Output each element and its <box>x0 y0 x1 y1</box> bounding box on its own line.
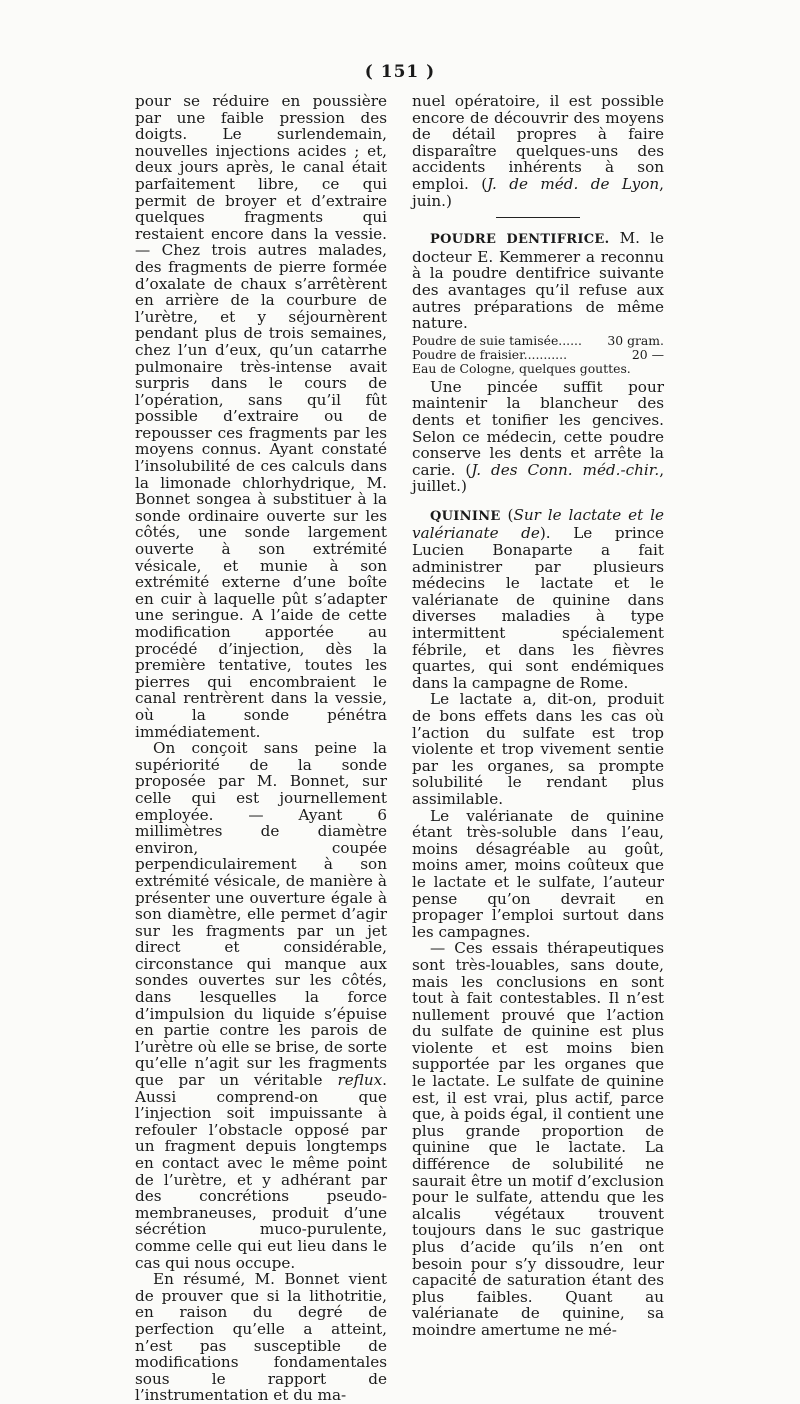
dentifrice-intro <box>412 230 664 332</box>
dentifrice-intro-text: M. le docteur E. Kemmerer a reconnu à la poudre dentifrice suivante des avantages qu’il refuse aux autres préparations de même nature. <box>412 229 664 333</box>
citation-conn-med: J. des Conn. méd.-chir. <box>471 460 660 479</box>
citation-lyon: J. de méd. de Lyon <box>487 174 660 193</box>
quinine-subtitle: Sur le lactate et le valérianate de <box>412 505 664 543</box>
left-paragraph-2-text-a: On conçoit sans peine la supériorité de la sonde proposée par M. Bonnet, sur celle qui est journellement employée. — Ayant 6 millimètres de diamètre environ, coupée perpendiculairement à son extrémité vésicale, de manière à présenter une ouverture égale à son diamètre, elle permet d’agir sur les fragments par un jet direct et considérable, circonstance qui manque aux sondes ouvertes sur les côtés, dans lesquelles la force d’impulsion du liquide s’épuise en partie contre les parois de l’urètre où elle se brise, de sorte qu’elle n’agit sur les fragments que par un véritable <box>135 739 387 1090</box>
quinine-paragraph-2: Le lactate a, dit-on, produit de bons effets dans les cas où l’action du sulfate est trop violente et trop vivement sentie par les organes, sa prompte solubilité le rendant plus assimilable. <box>412 690 664 808</box>
quinine-paragraph-1 <box>412 507 664 692</box>
continuation-date: , juin.) <box>412 174 664 210</box>
page-number: ( 151 ) <box>364 62 436 82</box>
quinine-paragraph-1-text: ). Le prince Lucien Bonaparte a fait administrer par plusieurs médecins le lactate et le valérianate de quinine dans diverses maladies à type intermittent spécialement fébrile, et dans les fièvres quartes, qui sont endémiques dans la campagne de Rome. <box>412 524 664 692</box>
recipe-item <box>412 348 664 362</box>
reflux-term: reflux <box>337 1071 383 1090</box>
recipe-list <box>412 334 664 376</box>
recipe-amount: 30 gram. <box>607 332 664 348</box>
left-paragraph-2 <box>135 740 387 1271</box>
recipe-ingredient: Poudre de suie tamisée...... <box>412 332 582 348</box>
recipe-amount: 20 — <box>631 346 664 362</box>
quinine-paragraph-3: Le valérianate de quinine étant très-soluble dans l’eau, moins désagréable au goût, moins amer, moins coûteux que le lactate et le sulfate, l’auteur pense qu’on devrait en propager l’emploi surtout dans les campagnes. <box>412 806 664 941</box>
left-column <box>135 93 387 1404</box>
quinine-heading: QUININE <box>430 508 501 524</box>
dentifrice-body <box>412 379 664 495</box>
recipe-item <box>412 334 664 348</box>
recipe-ingredient: Poudre de fraisier........... <box>412 346 568 362</box>
continuation-paragraph <box>412 93 664 209</box>
left-paragraph-3: En résumé, M. Bonnet vient de prouver que si la lithotritie, en raison du degré de perfection qu’elle a atteint, n’est pas susceptible de modifications fondamentales sous le rapport de l’instrumentation et du ma- <box>135 1270 387 1404</box>
left-paragraph-2-text-b: . Aussi comprend-on que l’injection soit impuissante à refouler l’obstacle opposé par un fragment depuis longtemps en contact avec le même point de l’urètre, et y adhérant par des concrétions pseudo-membraneuses, produit d’une sécrétion muco-purulente, comme celle qui eut lieu dans le cas qui nous occupe. <box>135 1071 387 1272</box>
recipe-item <box>412 362 664 376</box>
quinine-paragraph-4: — Ces essais thérapeutiques sont très-louables, sans doute, mais les conclusions en sont tout à fait contestables. Il n’est nullement prouvé que l’action du sulfate de quinine est plus violente et est moins bien supportée par les organes que le lactate. Le sulfate de quinine est, il est vrai, plus actif, parce que, à poids égal, il contient une plus grande proportion de quinine que le lactate. La différence de solubilité ne saurait être un motif d’exclusion pour le sulfate, attendu que les alcalis végétaux trouvent toujours dans le suc gastrique plus d’acide qu’ils n’en ont besoin pour s’y dissoudre, leur capacité de saturation étant des plus faibles. Quant au valérianate de quinine, sa moindre amertume ne mé- <box>412 939 664 1339</box>
dentifrice-body-text: Une pincée suffit pour maintenir la blancheur des dents et tonifier les gencives. Selon ce médecin, cette poudre conserve les dents et arrête la carie. ( <box>412 377 664 479</box>
recipe-ingredient: Eau de Cologne, quelques gouttes. <box>412 360 631 376</box>
dentifrice-body-date: , juillet.) <box>412 460 665 496</box>
section-divider-1 <box>496 217 580 218</box>
left-paragraph-1: pour se réduire en poussière par une faible pression des doigts. Le surlendemain, nouvelles injections acides ; et, deux jours après, le canal était parfaitement libre, ce qui permit de broyer et d’extraire quelques fragments qui restaient encore dans la vessie. — Chez trois autres malades, des fragments de pierre formée d’oxalate de chaux s’arrêtèrent en arrière de la courbure de l’urètre, et y séjournèrent pendant plus de trois semaines, chez l’un d’eux, qu’un catarrhe pulmonaire très-intense avait surpris dans le cours de l’opération, sans qu’il fût possible d’extraire ou de repousser ces fragments par les moyens connus. Ayant constaté l’insolubilité de ces calculs dans la limonade chlorhydrique, M. Bonnet songea à substituer à la sonde ordinaire ouverte sur les côtés, une sonde largement ouverte à son extrémité vésicale, et munie à son extrémité externe d’une boîte en cuir à laquelle pût s’adapter une seringue. A l’aide de cette modification apportée au procédé d’injection, dès la première tentative, toutes les pierres qui encombraient le canal rentrèrent dans la vessie, où la sonde pénétra immédiatement. <box>135 92 387 741</box>
continuation-text: nuel opératoire, il est possible encore de découvrir des moyens de détail propres à faire disparaître quelques-uns des accidents inhérents à son emploi. ( <box>412 92 664 193</box>
dentifrice-heading: POUDRE DENTIFRICE. <box>430 232 610 248</box>
right-column <box>412 93 664 1339</box>
quinine-sub-open: ( <box>500 505 514 524</box>
